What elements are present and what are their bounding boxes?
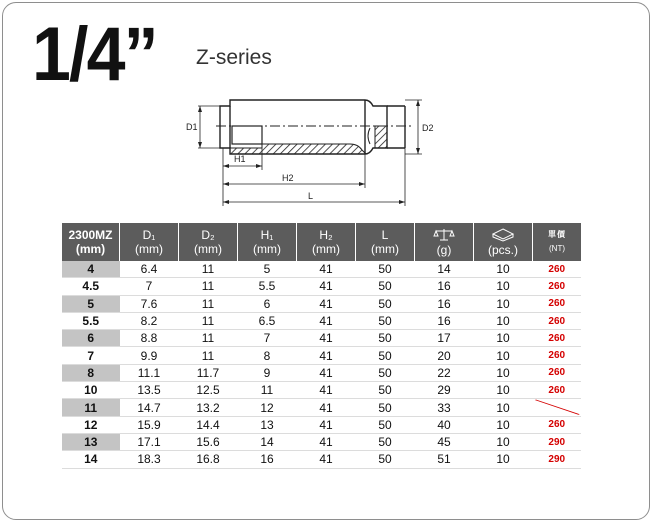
spec-table-body [62, 261, 581, 468]
cell-size: 13 [62, 433, 120, 450]
cell-size: 10 [62, 382, 120, 399]
scale-icon [433, 228, 455, 242]
cell-h2: 41 [297, 295, 356, 312]
cell-price: 260 [533, 295, 582, 312]
cell-quantity: 10 [474, 295, 533, 312]
cell-d2: 11 [179, 261, 238, 278]
cell-h1: 6.5 [238, 312, 297, 329]
table-header-row [62, 223, 581, 261]
cell-d2: 11 [179, 312, 238, 329]
header-weight-unit: (g) [436, 242, 452, 257]
cell-quantity: 10 [474, 347, 533, 364]
cell-quantity: 10 [474, 261, 533, 278]
cell-h2: 41 [297, 399, 356, 416]
header-d1 [120, 223, 179, 261]
cell-weight: 17 [415, 330, 474, 347]
cell-weight: 16 [415, 295, 474, 312]
header-model-main: 2300MZ [68, 228, 113, 242]
cell-quantity: 10 [474, 278, 533, 295]
header-price-main: 單價 [548, 230, 566, 239]
table-row [62, 261, 581, 278]
h1-label: H1 [234, 154, 246, 164]
not-available-slash [533, 399, 582, 415]
cell-d2: 12.5 [179, 382, 238, 399]
cell-h2: 41 [297, 451, 356, 468]
header-h2-main: H₂ [319, 228, 333, 242]
d1-label: D1 [186, 122, 198, 132]
header-h1-main: H₁ [260, 228, 274, 242]
cell-h1: 9 [238, 364, 297, 381]
header-l-unit: (mm) [371, 242, 399, 256]
table-row [62, 278, 581, 295]
cell-d1: 9.9 [120, 347, 179, 364]
header-weight [415, 223, 474, 261]
cell-h1: 7 [238, 330, 297, 347]
cell-d2: 11.7 [179, 364, 238, 381]
cell-weight: 45 [415, 433, 474, 450]
cell-price: 260 [533, 312, 582, 329]
header-model [62, 223, 120, 261]
cell-price: 290 [533, 433, 582, 450]
cell-h2: 41 [297, 278, 356, 295]
box-icon [491, 228, 515, 242]
cell-size: 7 [62, 347, 120, 364]
cell-price [533, 399, 582, 416]
header-d2-main: D₂ [201, 228, 215, 242]
cell-h2: 41 [297, 433, 356, 450]
cell-h1: 8 [238, 347, 297, 364]
cell-h1: 13 [238, 416, 297, 433]
table-row [62, 295, 581, 312]
cell-h2: 41 [297, 382, 356, 399]
cell-quantity: 10 [474, 416, 533, 433]
cell-quantity: 10 [474, 433, 533, 450]
cell-price: 260 [533, 347, 582, 364]
cell-h1: 5.5 [238, 278, 297, 295]
cell-d1: 8.8 [120, 330, 179, 347]
cell-l: 50 [356, 382, 415, 399]
h2-label: H2 [282, 173, 294, 183]
l-label: L [308, 191, 314, 201]
cell-l: 50 [356, 364, 415, 381]
series-label: Z-series [196, 46, 272, 69]
cell-d2: 11 [179, 295, 238, 312]
header-d1-main: D₁ [142, 228, 156, 242]
size-title: 1/4” [32, 12, 157, 97]
header-quantity [474, 223, 533, 261]
cell-l: 50 [356, 433, 415, 450]
cell-d1: 11.1 [120, 364, 179, 381]
cell-h2: 41 [297, 364, 356, 381]
cell-price: 290 [533, 451, 582, 468]
header-d2-unit: (mm) [194, 242, 222, 256]
header-h1 [238, 223, 297, 261]
cell-l: 50 [356, 347, 415, 364]
cell-price: 260 [533, 278, 582, 295]
table-row [62, 364, 581, 381]
cell-price: 260 [533, 364, 582, 381]
cell-h2: 41 [297, 330, 356, 347]
cell-quantity: 10 [474, 364, 533, 381]
header-l [356, 223, 415, 261]
cell-d1: 15.9 [120, 416, 179, 433]
cell-size: 5.5 [62, 312, 120, 329]
cell-d1: 17.1 [120, 433, 179, 450]
cell-size: 14 [62, 451, 120, 468]
cell-weight: 40 [415, 416, 474, 433]
table-row [62, 312, 581, 329]
cell-d2: 11 [179, 278, 238, 295]
cell-d1: 8.2 [120, 312, 179, 329]
table-row [62, 433, 581, 450]
table-row [62, 399, 581, 416]
cell-h1: 14 [238, 433, 297, 450]
table-row [62, 347, 581, 364]
cell-quantity: 10 [474, 382, 533, 399]
cell-price: 260 [533, 416, 582, 433]
header-h1-unit: (mm) [253, 242, 281, 256]
cell-weight: 51 [415, 451, 474, 468]
header-l-main: L [381, 228, 389, 242]
cell-size: 4 [62, 261, 120, 278]
cell-l: 50 [356, 416, 415, 433]
header-h2 [297, 223, 356, 261]
cell-quantity: 10 [474, 451, 533, 468]
cell-l: 50 [356, 330, 415, 347]
cell-weight: 22 [415, 364, 474, 381]
table-row [62, 416, 581, 433]
cell-d2: 16.8 [179, 451, 238, 468]
cell-size: 8 [62, 364, 120, 381]
cell-d1: 13.5 [120, 382, 179, 399]
cell-h2: 41 [297, 347, 356, 364]
cell-size: 4.5 [62, 278, 120, 295]
cell-l: 50 [356, 261, 415, 278]
table-row [62, 330, 581, 347]
header-h2-unit: (mm) [312, 242, 340, 256]
cell-weight: 14 [415, 261, 474, 278]
cell-weight: 16 [415, 278, 474, 295]
header-quantity-unit: (pcs.) [488, 242, 518, 257]
header-d2 [179, 223, 238, 261]
header-model-unit: (mm) [75, 242, 106, 256]
cell-h1: 6 [238, 295, 297, 312]
cell-d1: 7 [120, 278, 179, 295]
cell-l: 50 [356, 399, 415, 416]
cell-h2: 41 [297, 261, 356, 278]
spec-table [62, 223, 581, 469]
cell-h1: 12 [238, 399, 297, 416]
cell-price: 260 [533, 261, 582, 278]
cell-d1: 14.7 [120, 399, 179, 416]
cell-weight: 33 [415, 399, 474, 416]
socket-diagram [180, 98, 440, 213]
cell-d2: 11 [179, 347, 238, 364]
cell-d1: 7.6 [120, 295, 179, 312]
table-row [62, 382, 581, 399]
cell-price: 260 [533, 382, 582, 399]
cell-l: 50 [356, 295, 415, 312]
cell-size: 6 [62, 330, 120, 347]
table-row [62, 451, 581, 468]
cell-quantity: 10 [474, 330, 533, 347]
cell-d2: 13.2 [179, 399, 238, 416]
cell-quantity: 10 [474, 399, 533, 416]
cell-size: 5 [62, 295, 120, 312]
cell-price: 260 [533, 330, 582, 347]
cell-weight: 20 [415, 347, 474, 364]
cell-d1: 18.3 [120, 451, 179, 468]
cell-d2: 14.4 [179, 416, 238, 433]
cell-h1: 11 [238, 382, 297, 399]
cell-d1: 6.4 [120, 261, 179, 278]
cell-quantity: 10 [474, 312, 533, 329]
cell-h2: 41 [297, 312, 356, 329]
cell-l: 50 [356, 451, 415, 468]
header-d1-unit: (mm) [135, 242, 163, 256]
cell-h1: 16 [238, 451, 297, 468]
cell-h2: 41 [297, 416, 356, 433]
cell-h1: 5 [238, 261, 297, 278]
header-price-unit: (NT) [549, 244, 565, 253]
cell-weight: 29 [415, 382, 474, 399]
cell-weight: 16 [415, 312, 474, 329]
header-price [533, 223, 582, 261]
cell-d2: 15.6 [179, 433, 238, 450]
d2-label: D2 [422, 123, 434, 133]
cell-l: 50 [356, 312, 415, 329]
cell-d2: 11 [179, 330, 238, 347]
cell-size: 12 [62, 416, 120, 433]
cell-l: 50 [356, 278, 415, 295]
cell-size: 11 [62, 399, 120, 416]
